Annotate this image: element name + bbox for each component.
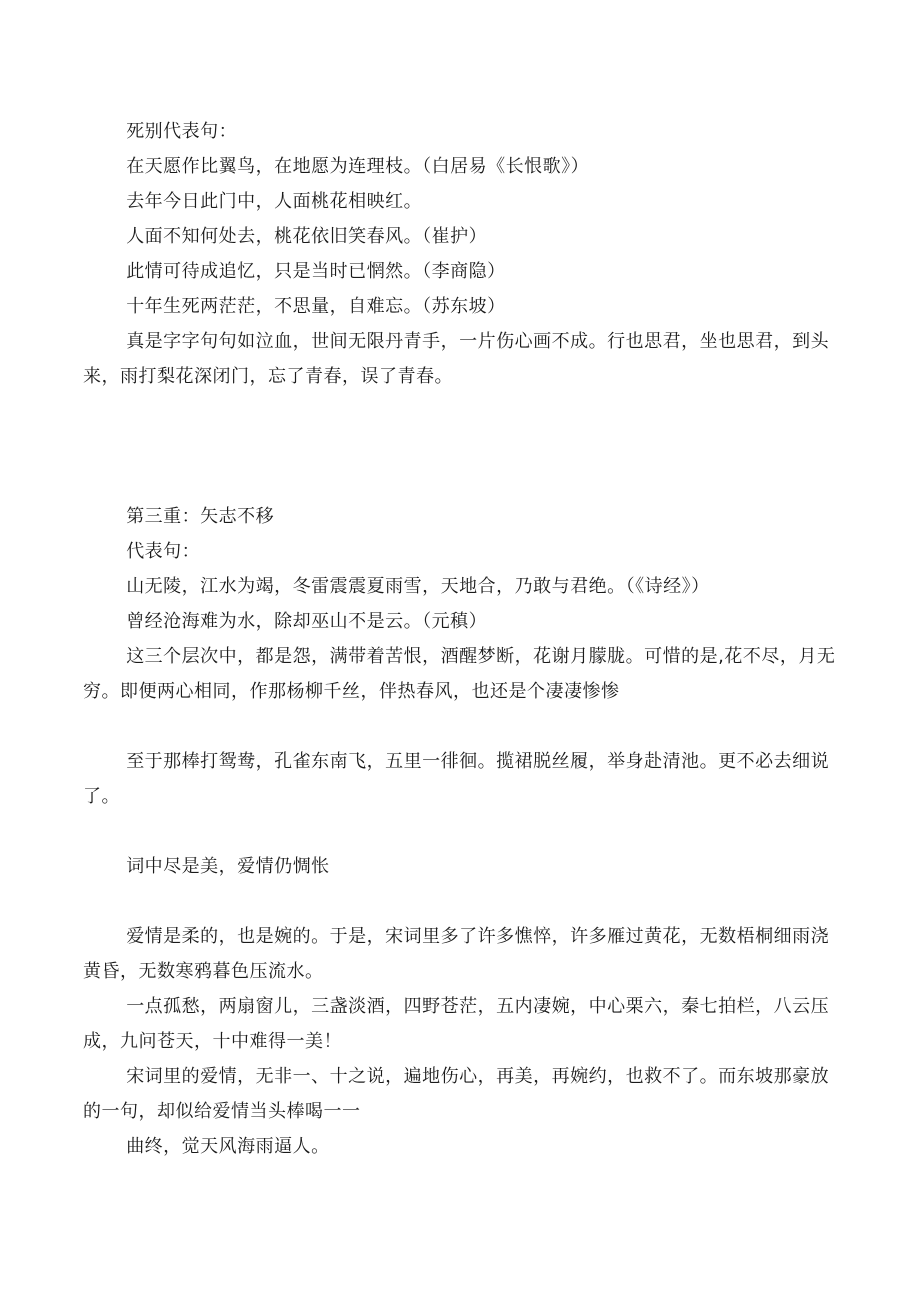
paragraph-spacer [83, 709, 843, 744]
paragraph-spacer [83, 814, 843, 849]
section2-heading: 第三重：矢志不移 [126, 506, 275, 527]
section3-paragraph: 爱情是柔的，也是婉的。于是，宋词里多了许多憔悴，许多雁过黄花，无数梧桐细雨浇黄昏，无数寒鸦暮色压流水。 [83, 926, 830, 982]
section1-heading: 死别代表句： [126, 121, 238, 142]
section2-paragraph: 至于那棒打鸳鸯，孔雀东南飞，五里一徘徊。揽裙脱丝履，举身赴清池。更不必去细说了。 [83, 751, 830, 807]
section3-paragraph: 一点孤愁，两扇窗儿，三盏淡酒，四野苍茫，五内凄婉，中心栗六，秦七拍栏，八云压成，九问苍天，十中难得一美！ [83, 996, 830, 1052]
section3-paragraph: 宋词里的爱情，无非一、十之说，遍地伤心，再美，再婉约，也救不了。而东坡那豪放的一句，却似给爱情当头棒喝一一 [83, 1066, 830, 1122]
quote-line: 此情可待成追忆，只是当时已惘然。（李商隐） [126, 261, 506, 282]
quote-line: 人面不知何处去，桃花依旧笑春风。（崔护） [126, 226, 488, 247]
quote-line: 十年生死两茫茫，不思量，自难忘。（苏东坡） [126, 296, 506, 317]
section2-paragraph: 这三个层次中，都是怨，满带着苦恨，酒醒梦断，花谢月朦胧。可惜的是,花不尽，月无穷。即便两心相同，作那杨柳千丝，伴热春风，也还是个凄凄惨惨 [83, 646, 836, 702]
section3-paragraph: 曲终，觉天风海雨逼人。 [126, 1136, 330, 1157]
quote-line: 去年今日此门中，人面桃花相映红。 [126, 191, 423, 212]
document-body [83, 114, 843, 1164]
paragraph-spacer [83, 884, 843, 919]
section1-paragraph: 真是字字句句如泣血，世间无限丹青手，一片伤心画不成。行也思君，坐也思君，到头来，雨打梨花深闭门，忘了青春，误了青春。 [83, 331, 830, 387]
quote-line: 在天愿作比翼鸟，在地愿为连理枝。（白居易《长恨歌》） [126, 156, 590, 177]
quote-line: 山无陵，江水为竭，冬雷震震夏雨雪，天地合，乃敢与君绝。（《诗经》） [126, 576, 710, 597]
section3-heading: 词中尽是美，爱情仍惆怅 [126, 856, 330, 877]
section2-subheading: 代表句： [126, 541, 201, 562]
section-spacer [83, 394, 843, 499]
quote-line: 曾经沧海难为水，除却巫山不是云。（元稹） [126, 611, 488, 632]
